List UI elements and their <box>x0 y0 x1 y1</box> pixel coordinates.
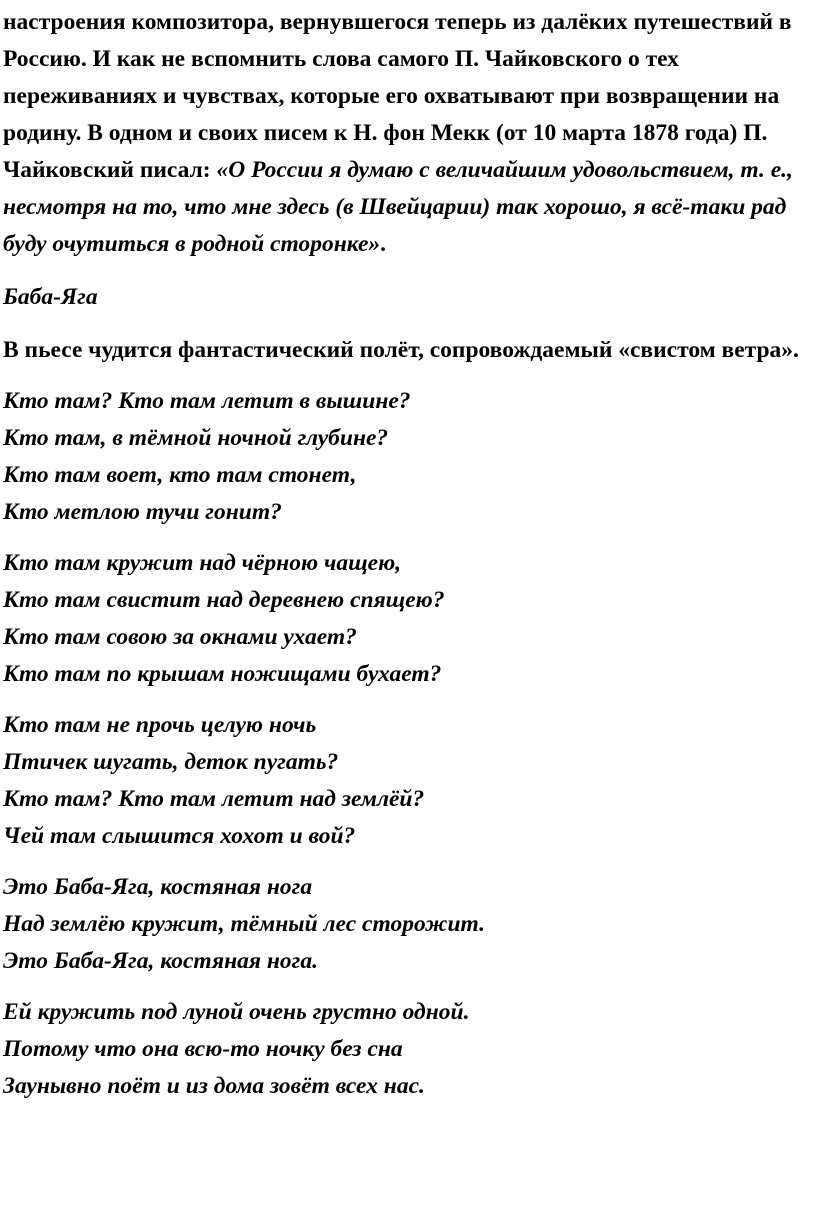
poem-line: Ей кружить под луной очень грустно одной. <box>3 999 470 1025</box>
poem-line: Кто там свистит над деревнею спящею? <box>3 587 445 613</box>
poem-line: Кто там? Кто там летит в вышине? <box>3 388 411 414</box>
poem-line: Кто там? Кто там летит над землёй? <box>3 786 425 812</box>
poem-line: Над землёю кружит, тёмный лес сторожит. <box>3 911 485 937</box>
intro-paragraph <box>3 4 806 263</box>
poem-stanza-1 <box>3 383 806 531</box>
poem-line: Это Баба-Яга, костяная нога. <box>3 948 318 974</box>
poem-line: Птичек шугать, деток пугать? <box>3 749 339 775</box>
poem-line: Кто там кружит над чёрною чащею, <box>3 550 402 576</box>
poem-line: Кто метлою тучи гонит? <box>3 499 282 525</box>
intro-text: настроения композитора, вернувшегося теперь из далёких путешествий в Россию. И как не вспомнить слова самого П. Чайковского о тех переживаниях и чувствах, которые его охватывают при возвращении на родину. В одном и своих писем к Н. фон Мекк (от 10 марта 1878 года) П. Чайковский писал: <box>3 9 792 183</box>
poem-line: Заунывно поёт и из дома зовёт всех нас. <box>3 1073 425 1099</box>
poem-line: Кто там воет, кто там стонет, <box>3 462 357 488</box>
poem-stanza-3 <box>3 707 806 855</box>
poem-line: Потому что она всю-то ночку без сна <box>3 1036 403 1062</box>
poem-line: Чей там слышится хохот и вой? <box>3 823 356 849</box>
poem-line: Кто там, в тёмной ночной глубине? <box>3 425 389 451</box>
intro-end: . <box>380 231 387 257</box>
poem-line: Кто там по крышам ножищами бухает? <box>3 661 442 687</box>
poem-line: Кто там совою за окнами ухает? <box>3 624 357 650</box>
poem-line: Кто там не прочь целую ночь <box>3 712 317 738</box>
poem-stanza-2 <box>3 545 806 693</box>
description-paragraph: В пьесе чудится фантастический полёт, сопровождаемый «свистом ветра». <box>3 337 799 363</box>
poem-stanza-4 <box>3 869 806 980</box>
section-heading: Баба-Яга <box>3 284 98 310</box>
tchaikovsky-quote: «О России я думаю с величайшим удовольствием, т. е., несмотря на то, что мне здесь (в Швейцарии) так хорошо, я всё-таки рад буду очутиться в родной сторонке» <box>3 157 793 257</box>
poem-line: Это Баба-Яга, костяная нога <box>3 874 313 900</box>
poem-stanza-5 <box>3 994 806 1105</box>
